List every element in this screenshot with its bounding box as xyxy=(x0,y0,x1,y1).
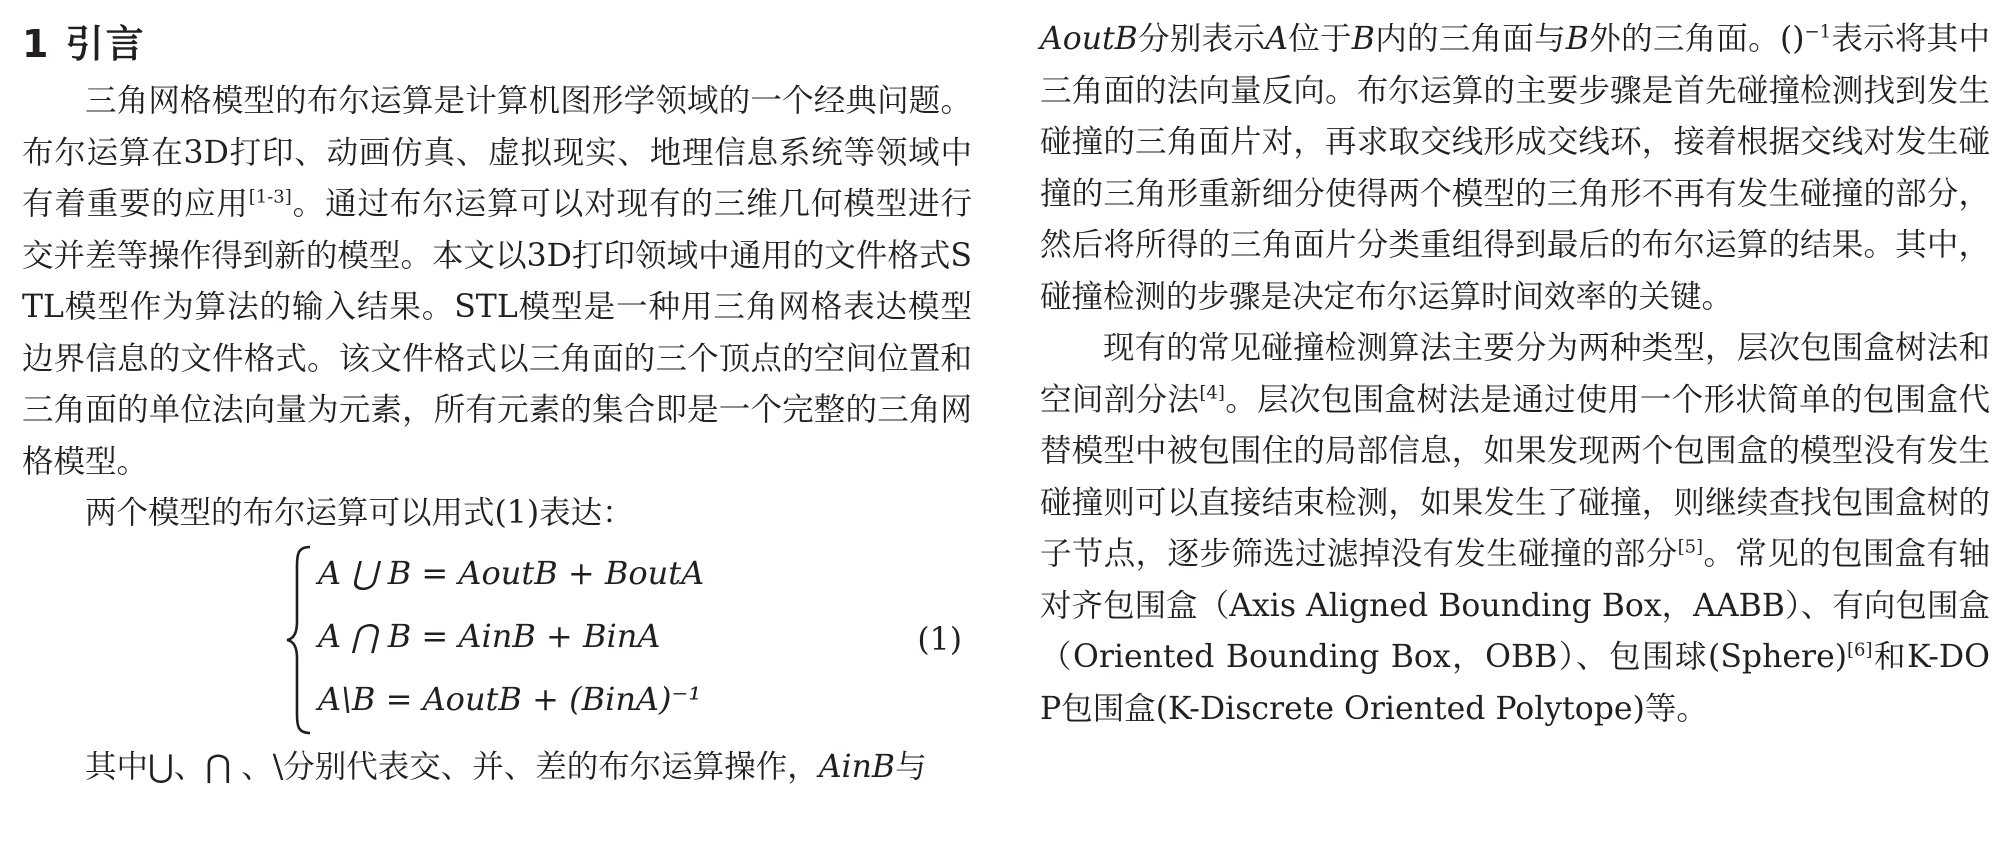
paragraph-text: 外的三角面。() xyxy=(1589,21,1805,57)
paragraph-text: 。通过布尔运算可以对现有的三维几何模型进行交并差等操作得到新的模型。本文以3D打印领域中通用的文件格式STL模型作为算法的输入结果。STL模型是一种用三角网格表达模型边界信息的文件格式。该文件格式以三角面的三个顶点的空间位置和三角面的单位法向量为元素，所有元素的集合即是一个完整的三角网格模型。 xyxy=(22,186,972,480)
math-variable: B xyxy=(1351,21,1375,57)
section-heading: 1 引言 xyxy=(22,22,146,66)
paragraph-text: 与 xyxy=(895,748,927,785)
left-column xyxy=(22,14,972,793)
paragraph-text: 三角网格模型的布尔运算是计算机图形学领域的一个经典问题。布尔运算在3D打印、动画仿真、虚拟现实、地理信息系统等领域中有着重要的应用 xyxy=(22,83,972,222)
paragraph-collision-detection xyxy=(1040,323,1990,735)
superscript: −1 xyxy=(1804,21,1832,43)
paragraph-text: 内的三角面与 xyxy=(1374,21,1566,57)
paragraph-text: 分别表示 xyxy=(1137,21,1266,57)
citation: [4] xyxy=(1199,382,1225,403)
math-variable: A xyxy=(1265,21,1288,57)
paragraph-intro xyxy=(22,76,972,488)
equation-difference: A\B = AoutB + (BinA)⁻¹ xyxy=(318,679,702,718)
math-variable: AinB xyxy=(818,748,896,785)
paragraph-text: 其中⋃、⋂ 、\分别代表交、并、差的布尔运算操作， xyxy=(85,748,819,785)
equation-block xyxy=(22,542,972,738)
paragraph-definitions xyxy=(1040,14,1990,323)
paragraph-text: 。层次包围盒树法是通过使用一个形状简单的包围盒代替模型中被包围住的局部信息，如果发现两个包围盒的模型没有发生碰撞则可以直接结束检测，如果发生了碰撞，则继续查找包围盒树的子节点，逐步筛选过滤掉没有发生碰撞的部分 xyxy=(1040,381,1990,572)
paragraph-text: 和K-DOP包围盒(K-Discrete Oriented Polytope)等。 xyxy=(1040,639,1990,727)
equation-number: (1) xyxy=(917,621,962,658)
right-column xyxy=(1040,14,1990,735)
math-variable: AoutB xyxy=(1040,21,1138,57)
paragraph-text: 。常见的包围盒有轴对齐包围盒（Axis Aligned Bounding Box，AABB）、有向包围盒（Oriented Bounding Box，OBB）、包围球(Sphere) xyxy=(1040,536,1990,675)
paragraph-operators xyxy=(22,742,972,794)
paragraph-equation-intro: 两个模型的布尔运算可以用式(1)表达： xyxy=(85,495,634,531)
equation-union: A ⋃ B = AoutB + BoutA xyxy=(318,553,705,592)
paragraph-text: 表示将其中三角面的法向量反向。布尔运算的主要步骤是首先碰撞检测找到发生碰撞的三角面片对，再求取交线形成交线环，接着根据交线对发生碰撞的三角形重新细分使得两个模型的三角形不再有发生碰撞的部分，然后将所得的三角面片分类重组得到最后的布尔运算的结果。其中，碰撞检测的步骤是决定布尔运算时间效率的关键。 xyxy=(1040,21,1990,315)
paragraph-text: 位于 xyxy=(1287,21,1352,57)
math-variable: B xyxy=(1565,21,1590,57)
citation: [5] xyxy=(1677,536,1704,558)
equation-lines xyxy=(318,542,704,731)
paragraph-text: 现有的常见碰撞检测算法主要分为两种类型，层次包围盒树法和空间剖分法 xyxy=(1040,330,1990,418)
citation: [6] xyxy=(1847,639,1873,661)
left-brace xyxy=(284,544,314,736)
equation-intersection: A ⋂ B = AinB + BinA xyxy=(318,616,661,655)
citation: [1-3] xyxy=(248,186,292,208)
